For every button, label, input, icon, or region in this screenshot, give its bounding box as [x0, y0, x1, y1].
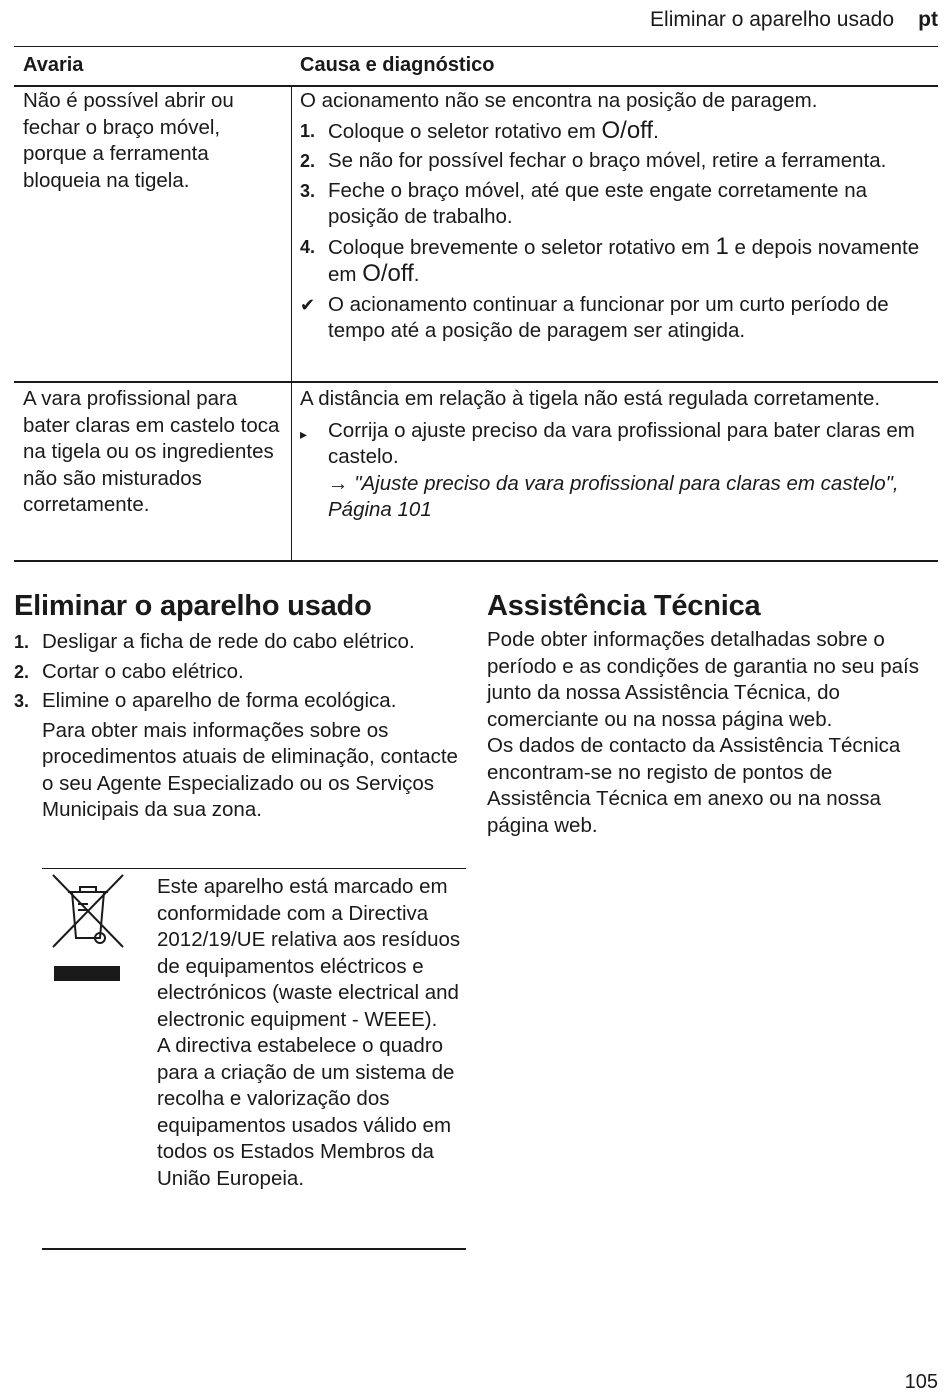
table-header-rule — [14, 85, 938, 87]
weee-top-rule — [42, 868, 466, 869]
step-text: Elimine o aparelho de forma ecológica. — [42, 689, 397, 712]
language-code: pt — [918, 8, 938, 31]
table-row-rule — [14, 381, 938, 383]
step-text: Cortar o cabo elétrico. — [42, 659, 244, 683]
weee-paragraph: A directiva estabelece o quadro para a criação de um sistema de recolha e valorização dos equipamentos usados válido em todos os Estados Membros da União Europeia. — [157, 1034, 455, 1190]
list-item — [300, 292, 925, 345]
step-text-mid: e depois novamente em — [328, 235, 920, 286]
list-item — [14, 629, 464, 656]
list-item — [14, 659, 464, 686]
selector-off-symbol: O/off — [362, 260, 414, 287]
list-item — [300, 234, 925, 289]
weee-paragraph: Este aparelho está marcado em conformidade com a Directiva 2012/19/UE relativa aos resíduos de equipamentos eléctricos e electrónicos (waste electrical and electronic equipment - WEEE). — [157, 875, 461, 1031]
disposal-note: Para obter mais informações sobre os procedimentos atuais de eliminação, contacte o seu Agente Especializado ou os Serviços Municipais da sua zona. — [42, 718, 458, 821]
result-text: O acionamento continuar a funcionar por um curto período de tempo até a posição de paragem ser atingida. — [328, 292, 889, 342]
step-text-end: . — [653, 119, 659, 143]
column-header-cause: Causa e diagnóstico — [300, 54, 495, 76]
arrow-right-icon: → — [328, 471, 349, 495]
step-number: 2. — [300, 151, 316, 171]
step-number: 3. — [300, 180, 316, 201]
column-header-fault: Avaria — [23, 54, 84, 76]
action-text: Corrija o ajuste preciso da vara profissional para bater claras em castelo. — [328, 418, 915, 468]
list-item — [300, 418, 925, 524]
step-text: Feche o braço móvel, até que este engate corretamente na posição de trabalho. — [328, 178, 868, 228]
list-item — [300, 118, 925, 146]
step-text: Coloque brevemente o seletor rotativo em — [328, 235, 716, 259]
step-text: Coloque o seletor rotativo em — [328, 119, 602, 143]
disposal-steps — [14, 629, 464, 824]
table-bottom-rule — [14, 560, 938, 562]
column-divider — [291, 87, 292, 561]
step-text: Desligar a ficha de rede do cabo elétrico. — [42, 630, 415, 653]
service-paragraph: Os dados de contacto da Assistência Técnica encontram-se no registo de pontos de Assistência Técnica em anexo ou na nossa página web. — [487, 734, 901, 837]
step-number: 4. — [300, 236, 316, 257]
step-number: 1. — [300, 120, 316, 141]
selector-off-symbol: O/off — [601, 116, 654, 144]
disposal-section — [14, 590, 464, 824]
list-item — [14, 688, 464, 715]
step-number: 3. — [14, 691, 30, 711]
cause-text: O acionamento não se encontra na posição de paragem. — [300, 89, 818, 112]
cause-cell — [300, 386, 925, 524]
checkmark-icon: ✔ — [300, 294, 316, 315]
cause-text: A distância em relação à tigela não está regulada corretamente. — [300, 387, 881, 410]
running-header-title: Eliminar o aparelho usado — [650, 8, 894, 31]
step-text-end: . — [413, 263, 420, 286]
page-number: 105 — [904, 1371, 938, 1393]
section-title: Eliminar o aparelho usado — [14, 590, 372, 622]
cause-cell — [300, 88, 925, 345]
crossed-out-wheelie-bin-icon — [50, 872, 134, 984]
list-item — [300, 148, 925, 175]
fault-text: A vara profissional para bater claras em castelo toca na tigela ou os ingredientes não são misturados corretamente. — [23, 387, 280, 516]
selector-one-symbol: 1 — [715, 232, 729, 260]
fault-text: Não é possível abrir ou fechar o braço móvel, porque a ferramenta bloqueia na tigela. — [23, 89, 234, 192]
cross-reference-text: "Ajuste preciso da vara profissional para claras em castelo", Página 101 — [328, 471, 899, 521]
section-title: Assistência Técnica — [487, 590, 761, 622]
weee-bottom-rule — [42, 1248, 466, 1250]
service-section — [487, 590, 937, 839]
step-number: 2. — [14, 661, 30, 682]
step-number: 1. — [14, 632, 30, 652]
list-item — [300, 178, 925, 231]
weee-text — [157, 874, 463, 1192]
table-top-rule — [14, 46, 938, 47]
step-text: Se não for possível fechar o braço móvel, retire a ferramenta. — [328, 149, 887, 172]
cross-reference — [328, 471, 925, 524]
table-header-row — [14, 52, 938, 82]
bullet-triangle-icon: ▸ — [300, 425, 308, 442]
service-paragraph: Pode obter informações detalhadas sobre o período e as condições de garantia no seu país junto da nossa Assistência Técnica, do comerciante ou na nossa página web. — [487, 628, 919, 731]
